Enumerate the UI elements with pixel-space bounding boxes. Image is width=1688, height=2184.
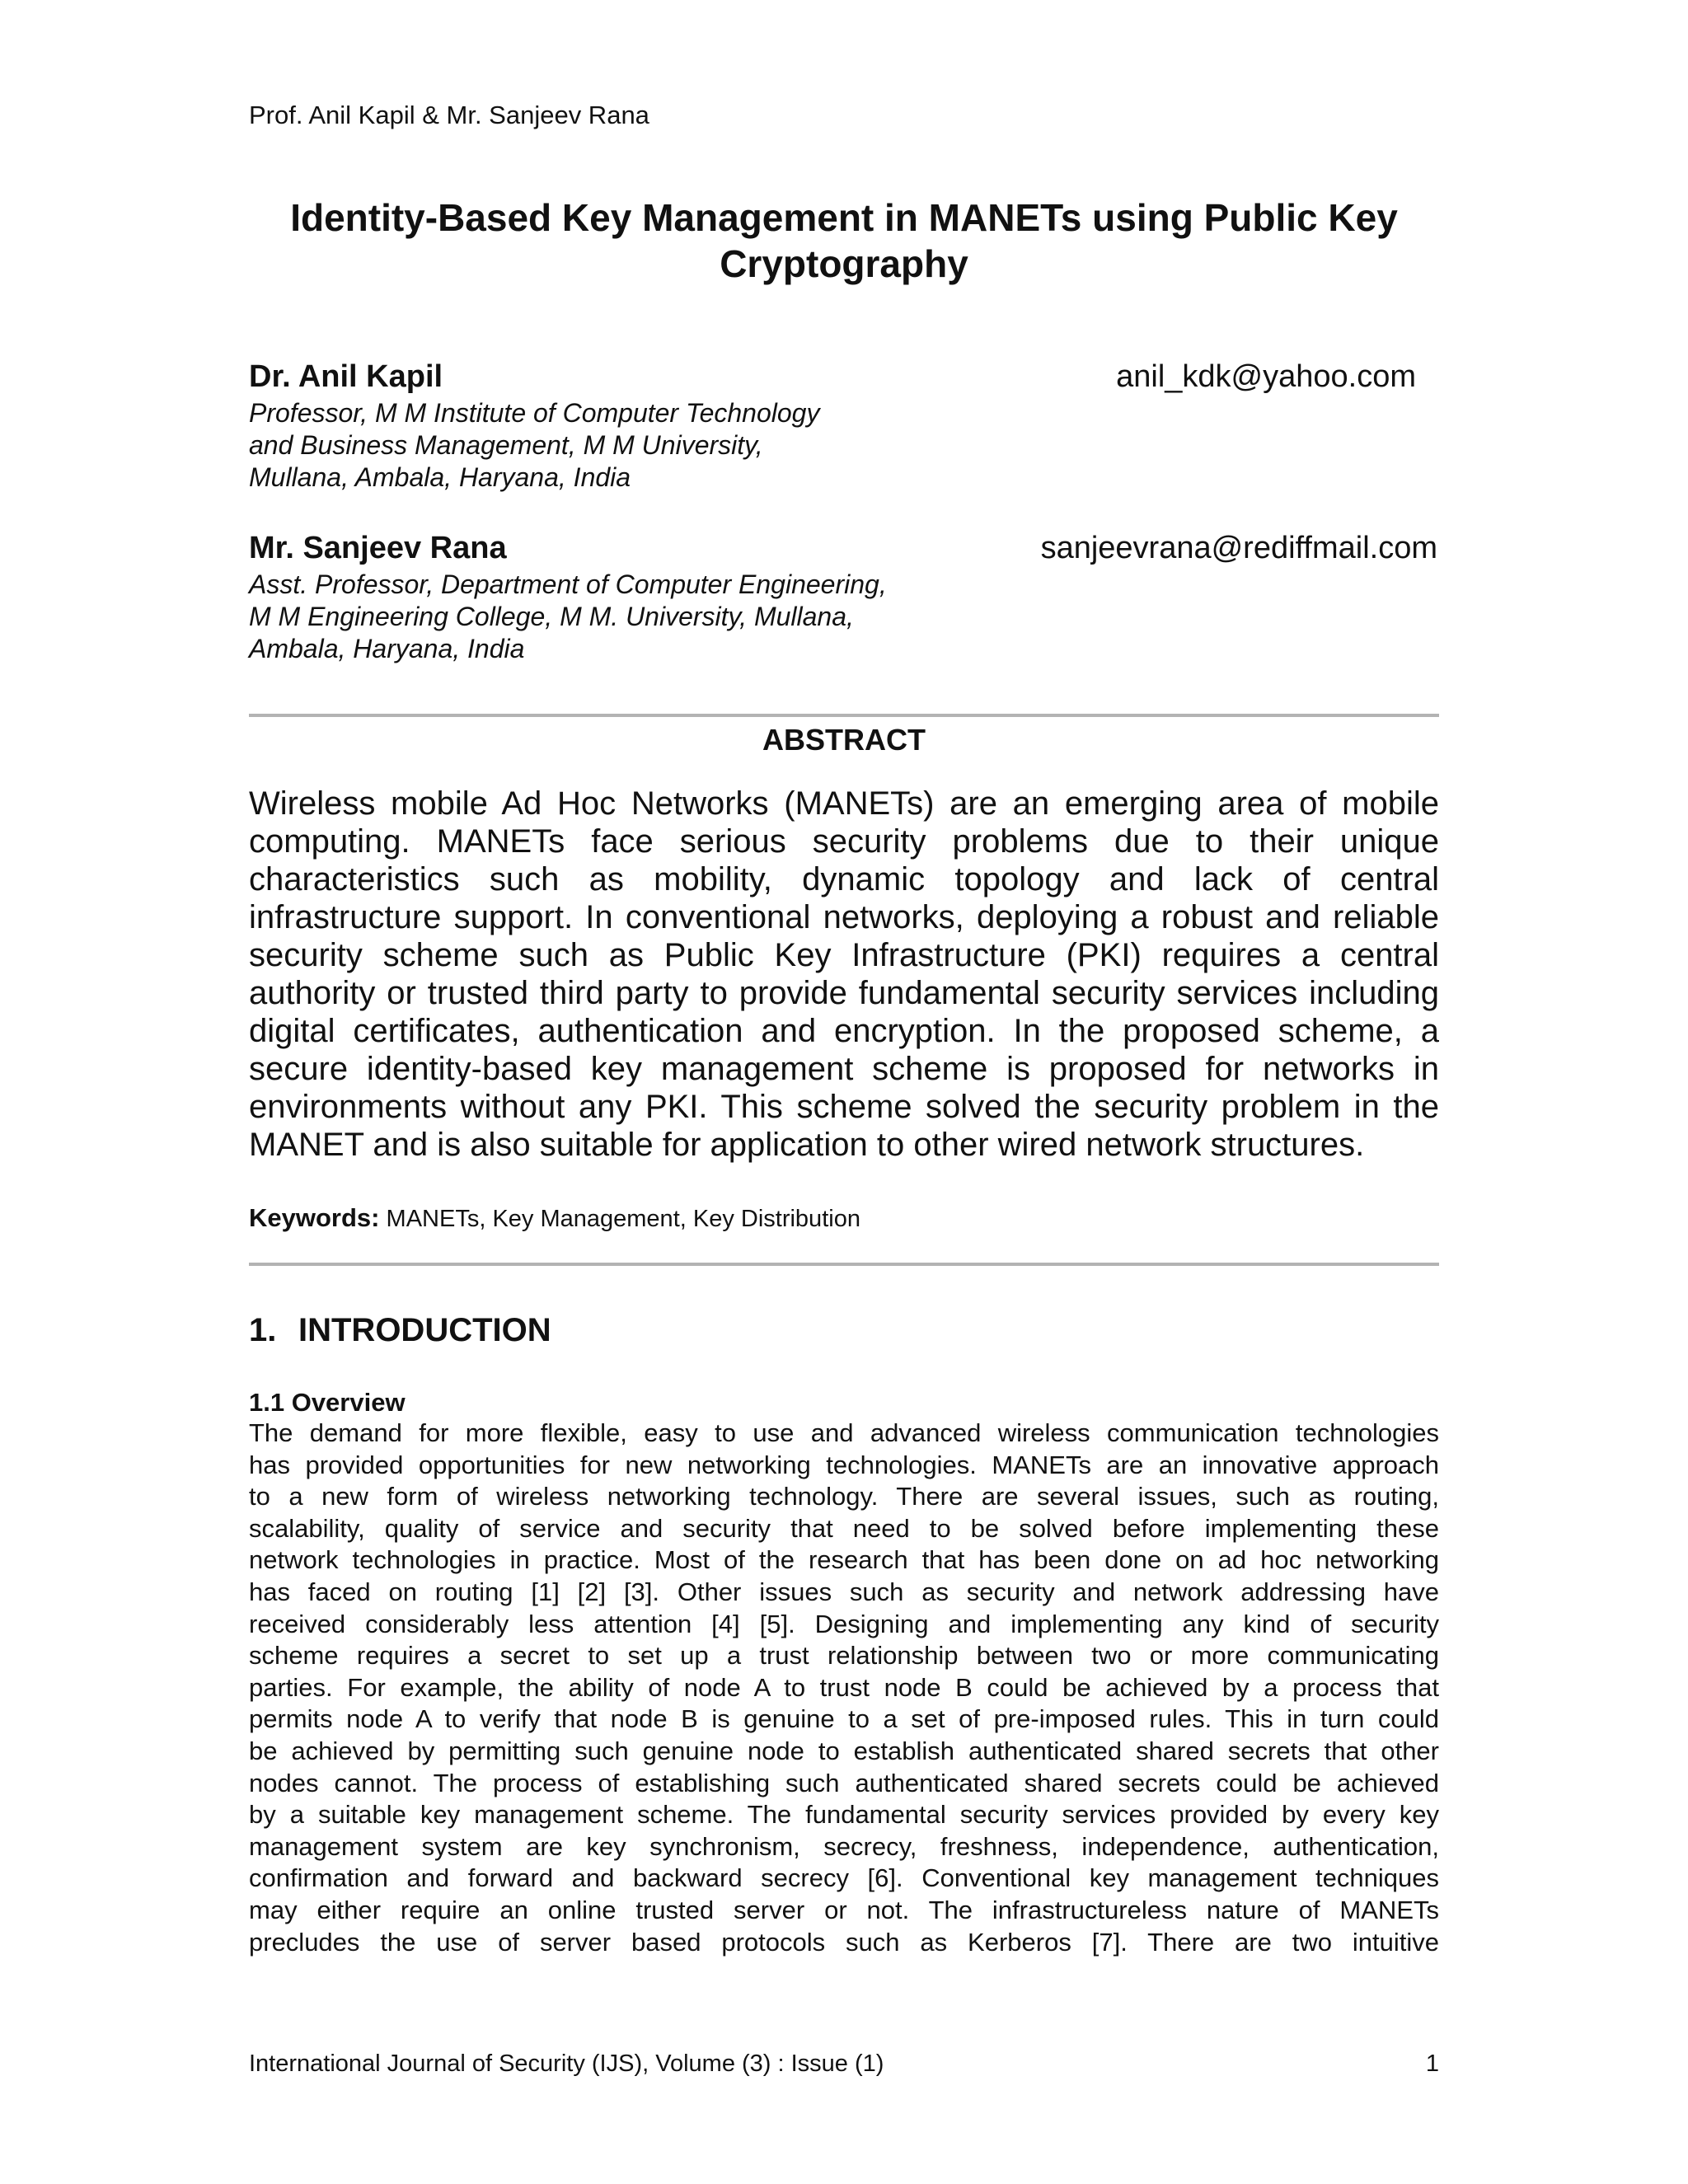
- intro-line: permits node A to verify that node B is genuine to a set of pre-imposed rules. This in turn could: [249, 1704, 1439, 1734]
- author-name: Dr. Anil Kapil: [249, 359, 443, 394]
- intro-line: The demand for more flexible, easy to use and advanced wireless communication technologies: [249, 1418, 1439, 1447]
- abstract-line: infrastructure support. In conventional networks, deploying a robust and reliable: [249, 899, 1439, 935]
- abstract-line: computing. MANETs face serious security problems due to their unique: [249, 823, 1439, 860]
- keywords-label: Keywords:: [249, 1203, 380, 1232]
- intro-line: precludes the use of server based protocols such as Kerberos [7]. There are two intuitive: [249, 1927, 1439, 1957]
- intro-line: received considerably less attention [4] [5]. Designing and implementing any kind of security: [249, 1609, 1439, 1638]
- affiliation-line: and Business Management, M M University,: [249, 430, 763, 460]
- section-number: 1.: [249, 1312, 277, 1348]
- affiliation-line: M M Engineering College, M M. University, Mullana,: [249, 602, 854, 631]
- subsection-heading: 1.1 Overview: [249, 1388, 406, 1417]
- section-heading: [249, 1310, 551, 1350]
- abstract-line: environments without any PKI. This scheme solved the security problem in the: [249, 1089, 1439, 1125]
- author-email: anil_kdk@yahoo.com: [1116, 359, 1416, 394]
- intro-text: [249, 1418, 1439, 1958]
- intro-line: has provided opportunities for new networking technologies. MANETs are an innovative approach: [249, 1450, 1439, 1479]
- page-number: 1: [1425, 2050, 1439, 2077]
- intro-line: parties. For example, the ability of node A to trust node B could be achieved by a process that: [249, 1672, 1439, 1702]
- intro-line: may either require an online trusted server or not. The infrastructureless nature of MANETs: [249, 1895, 1439, 1924]
- intro-line: scheme requires a secret to set up a trust relationship between two or more communicating: [249, 1641, 1439, 1671]
- intro-line: to a new form of wireless networking technology. There are several issues, such as routing,: [249, 1482, 1439, 1511]
- intro-line: has faced on routing [1] [2] [3]. Other issues such as security and network addressing have: [249, 1577, 1439, 1606]
- abstract-line: authority or trusted third party to provide fundamental security services including: [249, 975, 1439, 1011]
- intro-line: management system are key synchronism, secrecy, freshness, independence, authentication,: [249, 1831, 1439, 1861]
- intro-line: confirmation and forward and backward secrecy [6]. Conventional key management techniques: [249, 1863, 1439, 1893]
- abstract-line: Wireless mobile Ad Hoc Networks (MANETs) are an emerging area of mobile: [249, 785, 1439, 822]
- intro-line: be achieved by permitting such genuine node to establish authenticated shared secrets that other: [249, 1736, 1439, 1765]
- footer-journal: International Journal of Security (IJS), Volume (3) : Issue (1): [249, 2050, 884, 2077]
- abstract-line: characteristics such as mobility, dynamic topology and lack of central: [249, 861, 1439, 898]
- running-header: Prof. Anil Kapil & Mr. Sanjeev Rana: [249, 101, 649, 129]
- keywords-value: MANETs, Key Management, Key Distribution: [386, 1206, 860, 1232]
- divider-rule: [249, 714, 1439, 717]
- intro-line: nodes cannot. The process of establishing such authenticated shared secrets could be achieved: [249, 1768, 1439, 1797]
- author-affiliation: [249, 569, 887, 665]
- author-email: sanjeevrana@rediffmail.com: [1040, 531, 1437, 565]
- intro-line: network technologies in practice. Most of the research that has been done on ad hoc networking: [249, 1545, 1439, 1575]
- abstract-line: security scheme such as Public Key Infrastructure (PKI) requires a central: [249, 937, 1439, 973]
- abstract-heading: ABSTRACT: [762, 723, 926, 757]
- intro-line: by a suitable key management scheme. The fundamental security services provided by every key: [249, 1800, 1439, 1830]
- author-name: Mr. Sanjeev Rana: [249, 531, 507, 565]
- affiliation-line: Professor, M M Institute of Computer Technology: [249, 398, 820, 428]
- affiliation-line: Ambala, Haryana, India: [249, 634, 525, 663]
- affiliation-line: Asst. Professor, Department of Computer Engineering,: [249, 569, 887, 599]
- author-affiliation: [249, 397, 819, 494]
- keywords: [249, 1203, 860, 1234]
- abstract-line: digital certificates, authentication and encryption. In the proposed scheme, a: [249, 1013, 1439, 1049]
- title-line: Cryptography: [720, 242, 968, 285]
- affiliation-line: Mullana, Ambala, Haryana, India: [249, 462, 631, 492]
- paper-title: [249, 194, 1439, 287]
- intro-line: scalability, quality of service and security that need to be solved before implementing these: [249, 1513, 1439, 1543]
- title-line: Identity-Based Key Management in MANETs using Public Key: [290, 196, 1398, 239]
- abstract-line: MANET and is also suitable for application to other wired network structures.: [249, 1127, 1365, 1163]
- divider-rule: [249, 1263, 1439, 1266]
- section-title: INTRODUCTION: [298, 1312, 551, 1348]
- abstract-line: secure identity-based key management scheme is proposed for networks in: [249, 1051, 1439, 1087]
- abstract-text: [249, 785, 1439, 1164]
